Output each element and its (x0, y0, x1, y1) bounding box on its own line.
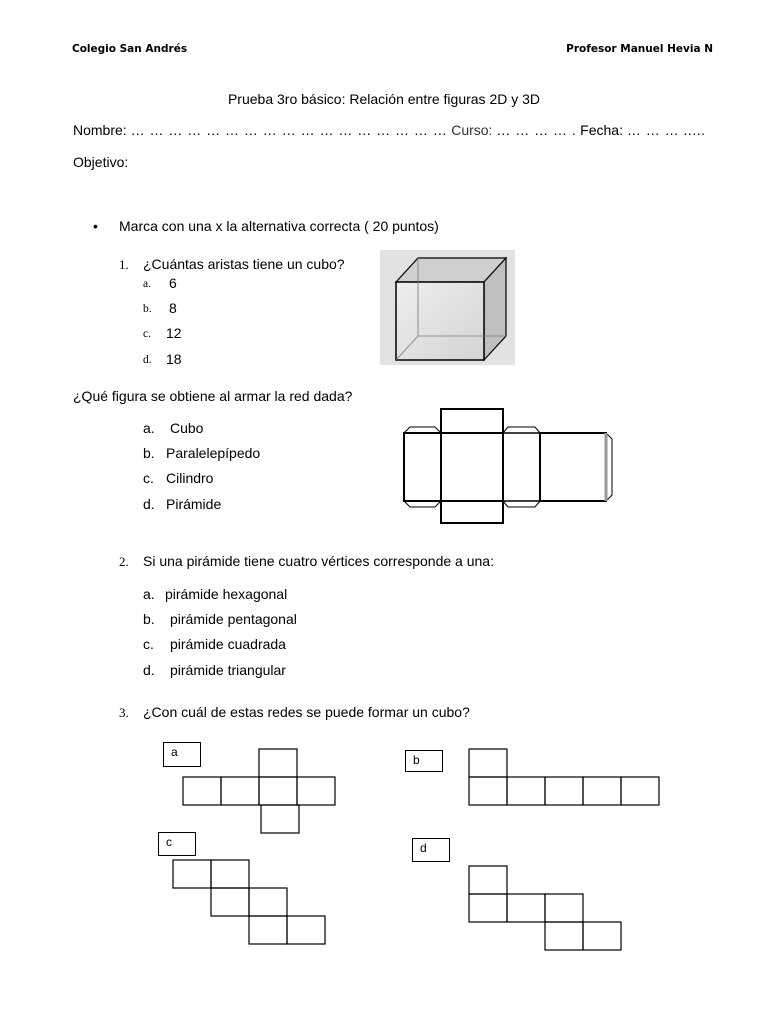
prism-net-illustration (400, 405, 620, 525)
q1-number: 1. (119, 257, 129, 272)
q1-option-b-letter: b. (143, 303, 152, 315)
net-b[interactable] (466, 747, 662, 807)
q1-option-c[interactable]: 12 (166, 325, 182, 341)
q-net-option-b[interactable]: Paralelepípedo (166, 445, 261, 461)
q-net-option-b-letter: b. (143, 445, 155, 461)
net-c[interactable] (170, 858, 330, 946)
school-name: Colegio San Andrés (72, 43, 188, 55)
q1-option-c-letter: c. (143, 328, 151, 340)
q2-option-a[interactable]: pirámide hexagonal (165, 586, 288, 602)
date-label: Fecha: (580, 122, 623, 138)
q2-option-b-letter: b. (143, 611, 155, 627)
objective-label: Objetivo: (73, 154, 129, 170)
q2-number: 2. (119, 554, 129, 569)
net-c-label[interactable]: c (158, 832, 196, 856)
q-net-option-d-letter: d. (143, 496, 155, 512)
student-info-line (73, 122, 706, 138)
title-text: Prueba 3ro básico: Relación entre figuras 2D y 3D (227, 91, 541, 107)
q-net-option-a[interactable]: Cubo (170, 420, 204, 436)
q3-number: 3. (119, 705, 129, 720)
q2-option-c-letter: c. (143, 636, 154, 652)
net-a[interactable] (180, 747, 340, 835)
net-a-label[interactable]: a (163, 742, 201, 767)
bullet-icon: • (93, 218, 98, 234)
course-field[interactable]: … … … … . (496, 122, 577, 138)
net-d-label[interactable]: d (412, 838, 450, 862)
q-net-option-d[interactable]: Pirámide (166, 496, 222, 512)
page-title (0, 91, 768, 107)
q1-option-a-letter: a. (143, 278, 151, 290)
q2-option-d[interactable]: pirámide triangular (170, 662, 286, 678)
q1-option-b[interactable]: 8 (169, 300, 177, 316)
q2-option-a-letter: a. (143, 586, 155, 602)
course-label: Curso: (451, 122, 493, 138)
q2-text: Si una pirámide tiene cuatro vértices corresponde a una: (143, 553, 494, 569)
q1-option-a[interactable]: 6 (169, 275, 177, 291)
q2-option-c[interactable]: pirámide cuadrada (170, 636, 286, 652)
teacher-name: Profesor Manuel Hevia N (566, 43, 713, 55)
q2-option-b[interactable]: pirámide pentagonal (170, 611, 297, 627)
q1-option-d[interactable]: 18 (166, 351, 182, 367)
net-b-label[interactable]: b (405, 750, 443, 772)
q-net-text: ¿Qué figura se obtiene al armar la red dada? (73, 388, 353, 404)
name-label: Nombre: (73, 122, 127, 138)
q1-text: ¿Cuántas aristas tiene un cubo? (143, 256, 345, 272)
q-net-option-c-letter: c. (143, 470, 154, 486)
net-d[interactable] (466, 864, 626, 952)
name-field[interactable]: … … … … … … … … … … … … … … … … … (130, 122, 448, 138)
q2-option-d-letter: d. (143, 662, 155, 678)
date-field[interactable]: … … … ..... (626, 122, 706, 138)
q-net-option-a-letter: a. (143, 420, 155, 436)
q1-option-d-letter: d. (143, 354, 152, 366)
cube-illustration (380, 250, 515, 365)
instruction-text: Marca con una x la alternativa correcta ( 20 puntos) (119, 218, 439, 234)
q3-text: ¿Con cuál de estas redes se puede formar un cubo? (143, 704, 470, 720)
q-net-option-c[interactable]: Cilindro (166, 470, 214, 486)
